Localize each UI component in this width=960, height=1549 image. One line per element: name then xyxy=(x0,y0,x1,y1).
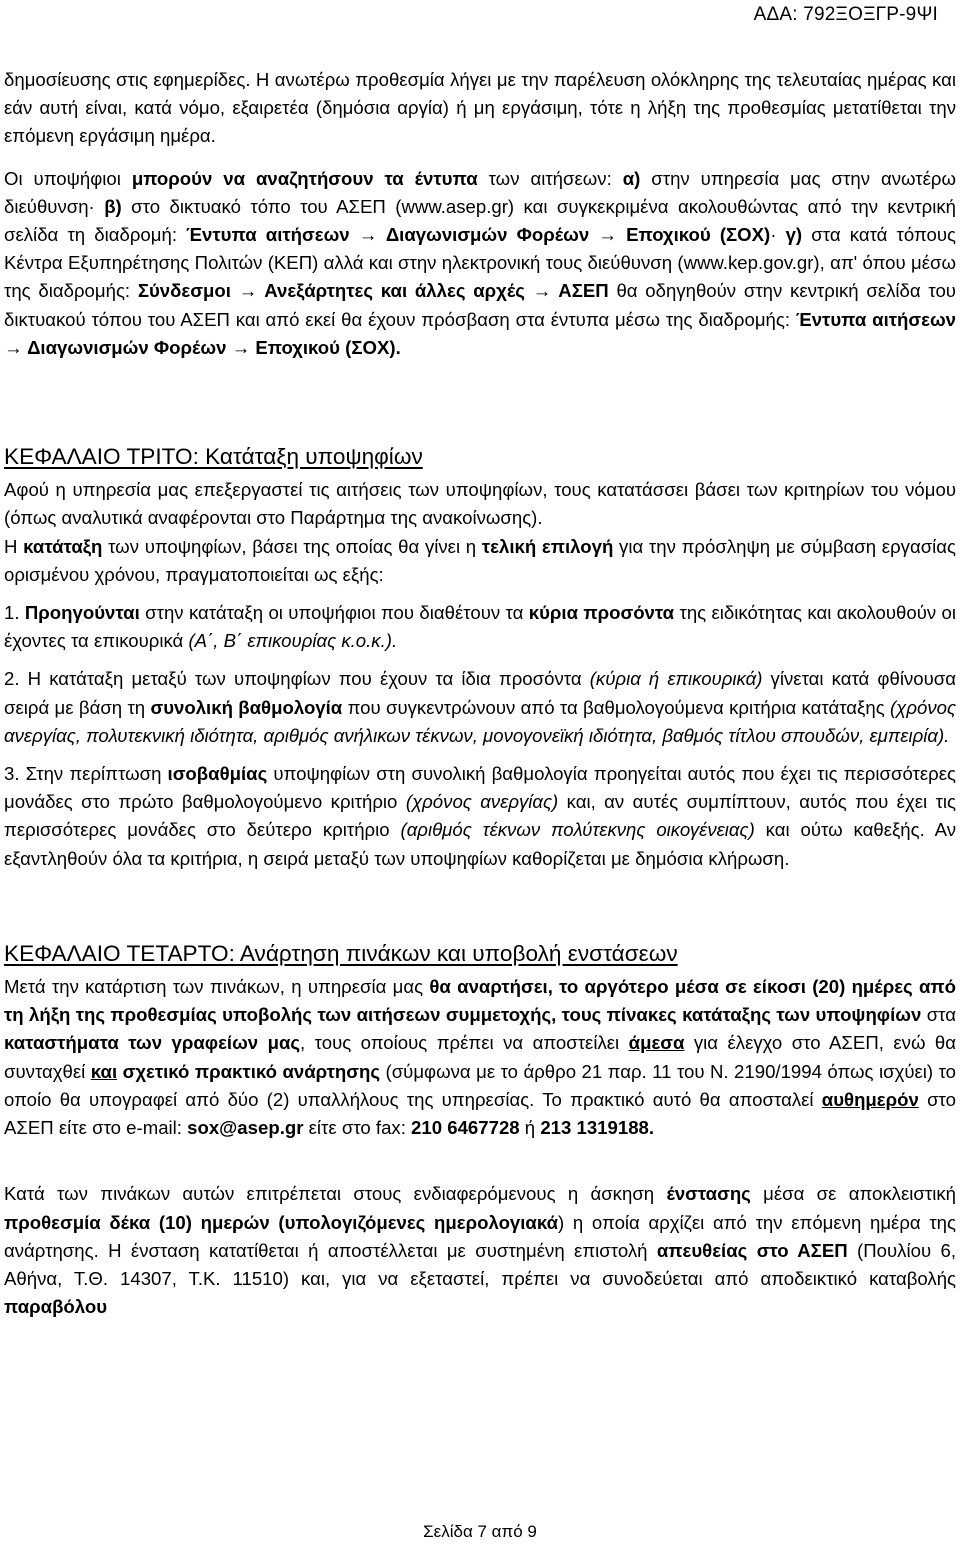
bold-text: Προηγούνται xyxy=(24,602,140,624)
italic-text: (αριθμός τέκνων πολύτεκνης οικογένειας) xyxy=(400,819,755,841)
text: και ούτω καθεξής. Αν εξαντληθούν όλα τα κριτήρια, η σειρά μεταξύ των υποψηφίων καθορίζεται με δημόσια κλήρωση. xyxy=(4,819,957,869)
bold-underlined-text: αυθημερόν xyxy=(821,1088,919,1110)
page-number: Σελίδα 7 από 9 xyxy=(423,1522,537,1541)
text: , τους οποίους πρέπει να αποστείλει xyxy=(300,1032,629,1054)
document-body xyxy=(4,66,956,1321)
text: στο ΑΣΕΠ είτε στο e-mail: xyxy=(4,1088,956,1139)
text: στα κατά τόπους Κέντρα Εξυπηρέτησης Πολιτών (ΚΕΠ) αλλά και στην ηλεκτρονική τους διεύθυνση (www.kep.gov.gr), απ' όπου μέσω της διαδρομής: xyxy=(4,224,957,302)
chapter-4-objections xyxy=(4,1180,956,1321)
text: 1. xyxy=(4,602,25,624)
text: (σύμφωνα με το άρθρο 21 παρ. 11 του Ν. 2190/1994 όπως ισχύει) το οποίο θα υπογραφεί από δύο (2) υπαλλήλους της υπηρεσίας. Το πρακτικό αυτό θα αποσταλεί xyxy=(4,1060,957,1110)
text: στην κατάταξη οι υποψήφιοι που διαθέτουν τα xyxy=(139,602,529,624)
bold-text: γ) xyxy=(785,224,803,246)
text: στα xyxy=(921,1004,956,1026)
text: των υποψηφίων, βάσει της οποίας θα γίνει η xyxy=(102,535,482,557)
text: Οι υποψήφιοι xyxy=(4,167,132,189)
bold-underlined-text: άμεσα xyxy=(628,1032,685,1054)
chapter-4-posting xyxy=(4,973,956,1142)
chapter-4-title: ΚΕΦΑΛΑΙΟ ΤΕΤΑΡΤΟ: Ανάρτηση πινάκων και υποβολή ενστάσεων xyxy=(4,940,678,966)
bold-text: απευθείας στο ΑΣΕΠ xyxy=(656,1239,848,1261)
bold-text: καταστήματα των γραφείων μας xyxy=(4,1032,301,1054)
text: που συγκεντρώνουν από τα βαθμολογούμενα κριτήρια κατάταξης xyxy=(342,696,890,718)
bold-text: κύρια προσόντα xyxy=(528,602,675,624)
email-address: sox@asep.gr xyxy=(187,1117,304,1139)
bold-text: θα αναρτήσει, το αργότερο μέσα σε είκοσι (20) ημέρες από τη λήξη της προθεσμίας υποβολής των αιτήσεων συμμετοχής, τους πίνακες κατάταξης των υποψηφίων xyxy=(4,976,956,1026)
ranking-item-3 xyxy=(4,760,956,873)
fax-number: 213 1319188. xyxy=(540,1117,655,1139)
text: στην υπηρεσία μας στην ανωτέρω διεύθυνση· xyxy=(4,167,956,217)
ranking-item-1 xyxy=(4,599,956,655)
bold-text: συνολική βαθμολογία xyxy=(150,696,343,718)
text: της ειδικότητας και ακολουθούν οι έχοντες τα επικουρικά xyxy=(4,602,957,652)
text: ) η οποία αρχίζει από την επόμενη ημέρα της ανάρτησης. Η ένσταση κατατίθεται ή αποστέλλεται με συστημένη επιστολή xyxy=(4,1211,956,1261)
text: για την πρόσληψη με σύμβαση εργασίας ορισμένου χρόνου, πραγματοποιείται ως εξής: xyxy=(4,535,957,585)
chapter-3-intro: Αφού η υπηρεσία μας επεξεργαστεί τις αιτήσεις των υποψηφίων, τους κατατάσσει βάσει των κριτηρίων του νόμου (όπως αναλυτικά αναφέρονται στο Παράρτημα της ανακοίνωσης). xyxy=(4,479,956,529)
italic-text: (χρόνος ανεργίας, πολυτεκνική ιδιότητα, αριθμός ανήλικων τέκνων, μονογονεϊκή ιδιότητα, βαθμός τίτλου σπουδών, εμπειρία). xyxy=(4,696,956,746)
bold-text: ισοβαθμίας xyxy=(167,763,268,785)
text: 3. Στην περίπτωση xyxy=(4,763,168,785)
bold-path: Έντυπα αιτήσεων → Διαγωνισμών Φορέων → Εποχικού (ΣΟΧ) xyxy=(4,308,956,358)
text: Κατά των πινάκων αυτών επιτρέπεται στους ενδιαφερόμενους η άσκηση xyxy=(4,1183,667,1205)
bold-text: προθεσμία δέκα (10) ημερών (υπολογιζόμενες ημερολογιακά xyxy=(4,1211,559,1233)
bold-text: κατάταξη xyxy=(23,535,103,557)
text: είτε στο fax: xyxy=(303,1117,412,1139)
bold-text: β) xyxy=(104,195,122,217)
bold-path: Σύνδεσμοι → Ανεξάρτητες και άλλες αρχές → ΑΣΕΠ xyxy=(137,280,609,302)
bold-text: μπορούν να αναζητήσουν τα έντυπα xyxy=(131,167,478,189)
bold-text: ένστασης xyxy=(666,1183,751,1205)
text: στο δικτυακό τόπο του ΑΣΕΠ (www.asep.gr) και συγκεκριμένα ακολουθώντας από την κεντρική σελίδα τη διαδρομή: xyxy=(4,195,956,246)
text: Μετά την κατάρτιση των πινάκων, η υπηρεσία μας xyxy=(4,976,430,998)
bold-text: α) xyxy=(622,167,641,189)
text: θα οδηγηθούν στην κεντρική σελίδα του δικτυακού τόπου του ΑΣΕΠ και από εκεί θα έχουν πρόσβαση στα έντυπα μέσω της διαδρομής: xyxy=(4,280,956,330)
bold-underlined-text: και xyxy=(90,1060,118,1082)
text: και, αν αυτές συμπίπτουν, αυτός που έχει τις περισσότερες μονάδες στο δεύτερο κριτήριο xyxy=(4,791,956,841)
italic-text: (χρόνος ανεργίας) xyxy=(405,791,559,813)
text: 2. Η κατάταξη μεταξύ των υποψηφίων που έχουν τα ίδια προσόντα xyxy=(4,668,590,690)
paragraph-deadline xyxy=(4,66,956,151)
text: για έλεγχο στο ΑΣΕΠ, ενώ θα συνταχθεί xyxy=(4,1032,957,1082)
chapter-3-ranking xyxy=(4,533,956,589)
text: μέσα σε αποκλειστική xyxy=(750,1183,956,1205)
text: ή xyxy=(519,1117,541,1139)
bold-path: Έντυπα αιτήσεων → Διαγωνισμών Φορέων → Εποχικού (ΣΟΧ) xyxy=(186,224,771,246)
text: · xyxy=(770,224,786,246)
bold-text: σχετικό πρακτικό ανάρτησης xyxy=(122,1060,381,1082)
text: . xyxy=(395,336,401,358)
fax-number: 210 6467728 xyxy=(411,1117,520,1139)
text: γίνεται κατά φθίνουσα σειρά με βάση τη xyxy=(4,668,956,718)
bold-text: τελική επιλογή xyxy=(481,535,614,557)
paragraph-forms xyxy=(4,165,956,362)
chapter-3-title: ΚΕΦΑΛΑΙΟ ΤΡΙΤΟ: Κατάταξη υποψηφίων xyxy=(4,444,423,470)
italic-text: (κύρια ή επικουρικά) xyxy=(589,668,763,690)
ada-code: ΑΔΑ: 792ΞΟΞΓΡ-9ΨΙ xyxy=(753,4,938,25)
text: (Πουλίου 6, Αθήνα, Τ.Θ. 14307, Τ.Κ. 11510) και, για να εξεταστεί, πρέπει να συνοδεύεται από αποδεικτικό καταβολής xyxy=(4,1239,957,1289)
bold-text: παραβόλου xyxy=(4,1296,108,1318)
ranking-item-2 xyxy=(4,665,956,750)
text: δημοσίευσης στις εφημερίδες. Η ανωτέρω προθεσμία λήγει με την παρέλευση ολόκληρης της τελευταίας ημέρας και εάν αυτή είναι, κατά νόμο, εξαιρετέα (δημόσια αργία) ή μη εργάσιμη, τότε η λήξη της προθεσμίας μετατίθεται την επόμενη εργάσιμη ημέρα. xyxy=(4,69,956,147)
text: υποψηφίων στη συνολική βαθμολογία προηγείται αυτός που έχει τις περισσότερες μονάδες στο πρώτο βαθμολογούμενο κριτήριο xyxy=(4,763,956,813)
text: των αιτήσεων: xyxy=(477,167,623,189)
italic-text: (Α΄, Β΄ επικουρίας κ.ο.κ.). xyxy=(188,630,398,652)
text: Η xyxy=(4,535,24,557)
